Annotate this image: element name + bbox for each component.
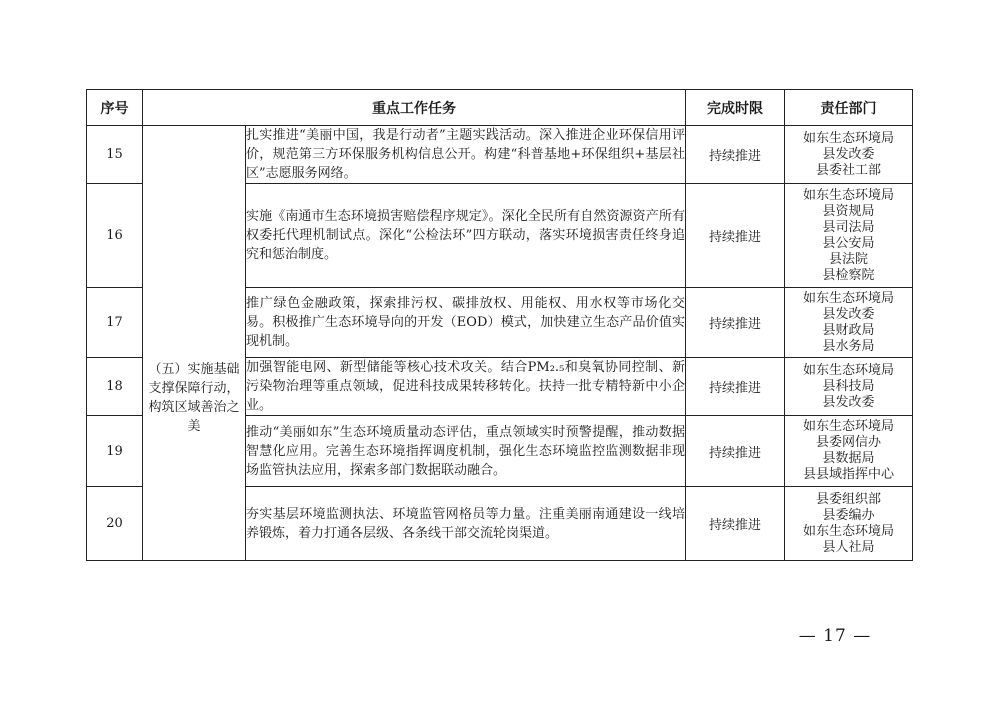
department-cell — [785, 358, 913, 416]
task-text: 推动“美丽如东”生态环境质量动态评估，重点领域实时预警提醒，推动数据智慧化应用。完善生态环境指挥调度机制，强化生态环境监控监测数据非现场监管执法应用，探索多部门数据联动融合。 — [246, 416, 686, 487]
department-cell — [785, 184, 913, 288]
header-department: 责任部门 — [785, 90, 913, 126]
category-label: （五）实施基础支撑保障行动，构筑区域善治之美 — [148, 362, 240, 434]
department-cell — [785, 487, 913, 561]
table-row — [87, 126, 913, 184]
department-name: 如东生态环境局 — [802, 523, 894, 539]
department-name: 县发改委 — [822, 146, 875, 162]
deadline-text: 持续推进 — [686, 126, 785, 184]
header-task: 重点工作任务 — [143, 90, 686, 126]
task-text: 加强智能电网、新型储能等核心技术攻关。结合PM₂.₅和臭氧协同控制、新污染物治理等重点领域，促进科技成果转移转化。扶持一批专精特新中小企业。 — [246, 358, 686, 416]
row-number: 15 — [87, 126, 143, 184]
row-number: 19 — [87, 416, 143, 487]
department-name: 县司法局 — [822, 219, 875, 235]
department-name: 县检察院 — [822, 267, 875, 283]
header-index: 序号 — [87, 90, 143, 126]
row-number: 17 — [87, 288, 143, 358]
department-name: 县委社工部 — [815, 162, 881, 178]
department-name: 县资规局 — [822, 203, 875, 219]
category-cell — [143, 126, 246, 561]
department-name: 县科技局 — [822, 378, 875, 394]
department-name: 县人社局 — [822, 539, 875, 555]
deadline-text: 持续推进 — [686, 288, 785, 358]
department-name: 县县域指挥中心 — [802, 467, 894, 482]
department-name: 县委组织部 — [815, 491, 881, 507]
department-name: 如东生态环境局 — [802, 419, 894, 434]
department-name: 如东生态环境局 — [802, 130, 894, 146]
table-header-row — [87, 90, 913, 126]
department-name: 县委编办 — [822, 507, 875, 523]
department-name: 如东生态环境局 — [802, 362, 894, 378]
department-name: 县委网信办 — [815, 435, 881, 450]
header-deadline: 完成时限 — [686, 90, 785, 126]
department-cell — [785, 416, 913, 487]
department-name: 县数据局 — [822, 451, 875, 466]
task-text: 扎实推进“美丽中国，我是行动者”主题实践活动。深入推进企业环保信用评价，规范第三方环保服务机构信息公开。构建“科普基地+环保组织+基层社区”志愿服务网络。 — [246, 126, 686, 184]
department-cell — [785, 126, 913, 184]
department-name: 县发改委 — [822, 394, 875, 410]
task-text: 推广绿色金融政策，探索排污权、碳排放权、用能权、用水权等市场化交易。积极推广生态环境导向的开发（EOD）模式，加快建立生态产品价值实现机制。 — [246, 288, 686, 358]
department-name: 县公安局 — [822, 235, 875, 251]
department-name: 如东生态环境局 — [802, 290, 894, 306]
department-name: 县法院 — [828, 251, 868, 267]
department-name: 县发改委 — [822, 306, 875, 322]
department-name: 县水务局 — [822, 338, 875, 354]
department-cell — [785, 288, 913, 358]
department-name: 如东生态环境局 — [802, 187, 894, 203]
page-number: — 17 — — [798, 626, 872, 646]
department-name: 县财政局 — [822, 322, 875, 338]
row-number: 18 — [87, 358, 143, 416]
task-text: 夯实基层环境监测执法、环境监管网格员等力量。注重美丽南通建设一线培养锻炼，着力打通各层级、各条线干部交流轮岗渠道。 — [246, 487, 686, 561]
row-number: 16 — [87, 184, 143, 288]
task-text: 实施《南通市生态环境损害赔偿程序规定》。深化全民所有自然资源资产所有权委托代理机制试点。深化“公检法环”四方联动，落实环境损害责任终身追究和惩治制度。 — [246, 184, 686, 288]
task-table — [86, 89, 913, 561]
deadline-text: 持续推进 — [686, 416, 785, 487]
deadline-text: 持续推进 — [686, 358, 785, 416]
row-number: 20 — [87, 487, 143, 561]
deadline-text: 持续推进 — [686, 184, 785, 288]
deadline-text: 持续推进 — [686, 487, 785, 561]
